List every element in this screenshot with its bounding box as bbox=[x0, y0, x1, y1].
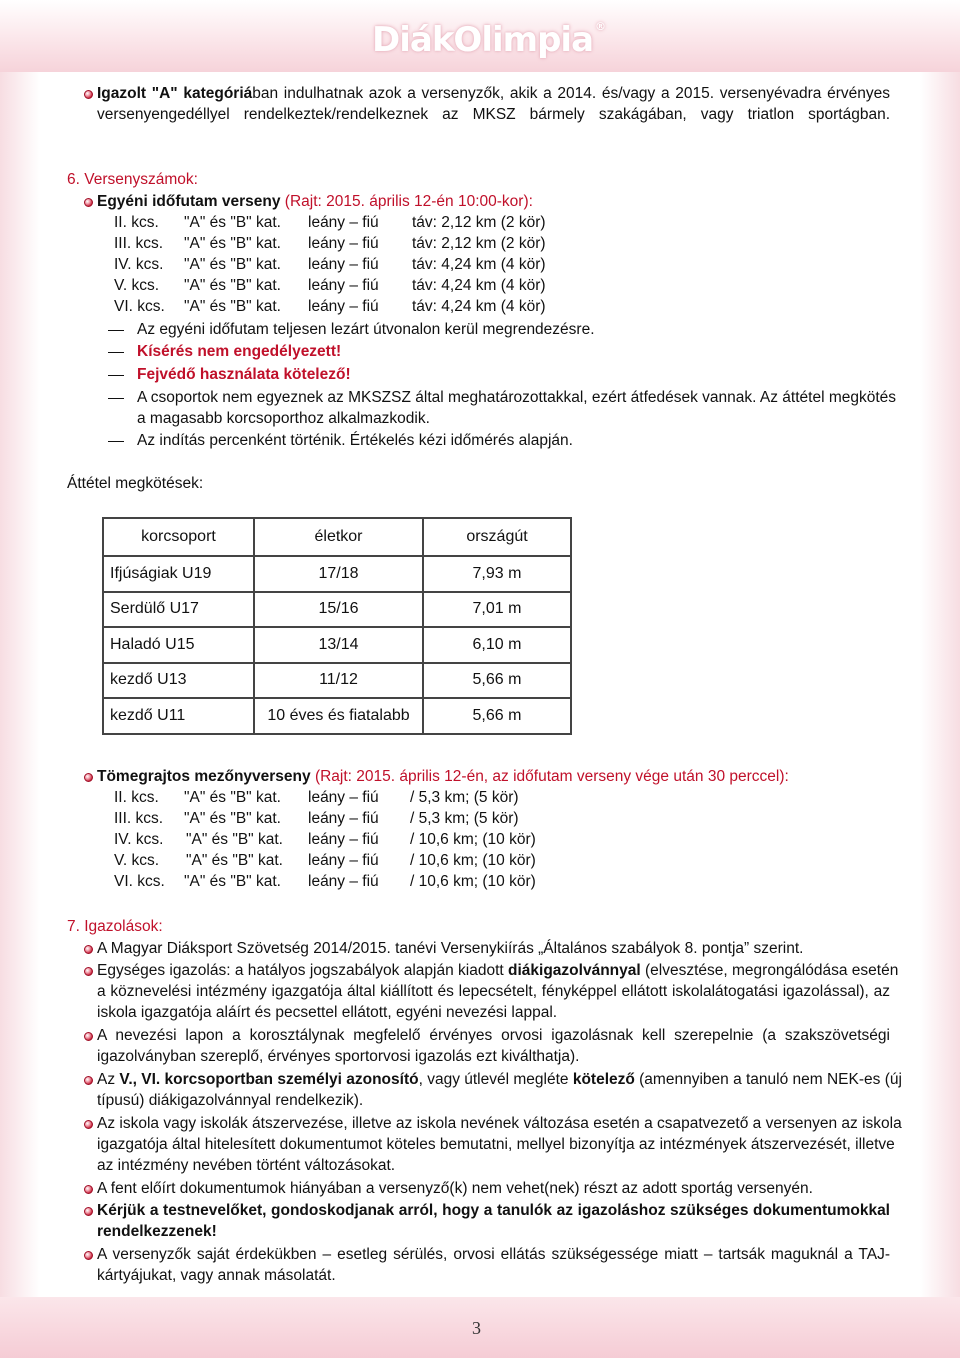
row-category: "A" és "B" kat. bbox=[184, 298, 281, 315]
row-distance: / 10,6 km; (10 kör) bbox=[410, 873, 536, 890]
row-distance: / 5,3 km; (5 kör) bbox=[410, 789, 519, 806]
row-age: V. kcs. bbox=[114, 852, 160, 869]
row-distance: / 5,3 km; (5 kör) bbox=[410, 810, 519, 827]
table-row bbox=[103, 663, 571, 699]
table-cell: 11/12 bbox=[254, 663, 423, 699]
row-gender: leány – fiú bbox=[308, 873, 379, 890]
row-distance: táv: 2,12 km (2 kör) bbox=[412, 235, 546, 252]
bullet-icon bbox=[84, 1207, 93, 1216]
row-age: II. kcs. bbox=[114, 214, 159, 231]
row-category: "A" és "B" kat. bbox=[184, 214, 281, 231]
bullet-icon bbox=[84, 945, 93, 954]
table-cell: 17/18 bbox=[254, 556, 423, 592]
row-category: "A" és "B" kat. bbox=[184, 789, 281, 806]
dash-icon bbox=[108, 375, 124, 376]
table-header: életkor bbox=[254, 518, 423, 556]
gear-label: Áttétel megkötések: bbox=[67, 475, 204, 492]
row-gender: leány – fiú bbox=[308, 789, 379, 806]
row-age: III. kcs. bbox=[114, 235, 164, 252]
note: Fejvédő használata kötelező! bbox=[137, 366, 351, 383]
bullet-icon bbox=[84, 90, 93, 99]
table-cell: kezdő U11 bbox=[103, 698, 254, 734]
table-header-row bbox=[103, 518, 571, 556]
bullet-text: Az V., VI. korcsoportban személyi azonosító, vagy útlevél megléte kötelező (amennyiben a tanuló nem NEK-es (új bbox=[97, 1071, 902, 1088]
left-border bbox=[0, 72, 40, 1297]
bullet-icon bbox=[84, 1120, 93, 1129]
note: Az egyéni időfutam teljesen lezárt útvonalon kerül megrendezésre. bbox=[137, 321, 595, 338]
section-6-heading: 6. Versenyszámok: bbox=[67, 171, 198, 188]
bullet-text: az intézmény nevében történt változásokat. bbox=[97, 1157, 396, 1174]
table-cell: 5,66 m bbox=[423, 698, 571, 734]
table-row bbox=[103, 627, 571, 663]
table-cell: 6,10 m bbox=[423, 627, 571, 663]
bullet-icon bbox=[84, 967, 93, 976]
table-header: országút bbox=[423, 518, 571, 556]
page-header bbox=[0, 0, 960, 72]
table-cell: Ifjúságiak U19 bbox=[103, 556, 254, 592]
row-category: "A" és "B" kat. bbox=[184, 277, 281, 294]
row-age: III. kcs. bbox=[114, 810, 164, 827]
row-age: VI. kcs. bbox=[114, 298, 165, 315]
section-7-heading: 7. Igazolások: bbox=[67, 918, 163, 935]
table-cell: Serdülő U17 bbox=[103, 592, 254, 628]
row-gender: leány – fiú bbox=[308, 831, 379, 848]
bullet-icon bbox=[84, 1251, 93, 1260]
bullet-text: a köznevelési intézmény igazgatója által kiállított és lepecsételt, fényképpel ellátott iskolalátogatási igazolással), az bbox=[97, 983, 890, 1000]
row-distance: táv: 4,24 km (4 kör) bbox=[412, 298, 546, 315]
bullet-text: iskola igazgatója aláírt és pecsettel ellátott, egyéni nevezési lappal. bbox=[97, 1004, 558, 1021]
row-age: IV. kcs. bbox=[114, 256, 164, 273]
row-gender: leány – fiú bbox=[308, 256, 379, 273]
bullet-text: kártyájukat, vagy annak másolatát. bbox=[97, 1267, 336, 1284]
table-cell: 13/14 bbox=[254, 627, 423, 663]
bullet-text: A Magyar Diáksport Szövetség 2014/2015. tanévi Versenykiírás „Általános szabályok 8. pontja” szerint. bbox=[97, 940, 804, 957]
table-cell: 5,66 m bbox=[423, 663, 571, 699]
bullet-text: A nevezési lapon a korosztálynak megfelelő érvényes orvosi igazolásnak kell szerepelnie (a szakszövetségi bbox=[97, 1027, 890, 1044]
table-cell: 7,93 m bbox=[423, 556, 571, 592]
row-distance: / 10,6 km; (10 kör) bbox=[410, 852, 536, 869]
table-cell: 7,01 m bbox=[423, 592, 571, 628]
intro-line-1: Igazolt "A" kategóriában indulhatnak azok a versenyzők, akik a 2014. és/vagy a 2015. versenyévadra érvényes bbox=[97, 85, 890, 102]
page-number: 3 bbox=[472, 1318, 481, 1338]
note: A csoportok nem egyeznek az MKSZSZ által meghatározottakkal, ezért átfedések vannak. Az áttétel megkötés bbox=[137, 389, 897, 406]
row-category: "A" és "B" kat. bbox=[186, 852, 283, 869]
bullet-icon bbox=[84, 773, 93, 782]
intro-line-2: versenyengedéllyel rendelkeztek/rendelkeznek az MKSZ bármely szakágában, vagy triatlon sportágban. bbox=[97, 106, 890, 123]
right-border bbox=[920, 72, 960, 1297]
bullet-text: rendelkezzenek! bbox=[97, 1223, 217, 1240]
dash-icon bbox=[108, 352, 124, 353]
row-category: "A" és "B" kat. bbox=[186, 831, 283, 848]
bullet-text: Egységes igazolás: a hatályos jogszabályok alapján kiadott diákigazolvánnyal (elvesztése, megrongálódása esetén bbox=[97, 962, 899, 979]
bullet-text: A fent előírt dokumentumok hiányában a versenyző(k) nem vehet(nek) részt az adott sportág versenyén. bbox=[97, 1180, 813, 1197]
row-distance: táv: 2,12 km (2 kör) bbox=[412, 214, 546, 231]
row-age: II. kcs. bbox=[114, 789, 159, 806]
row-gender: leány – fiú bbox=[308, 810, 379, 827]
dash-icon bbox=[108, 441, 124, 442]
bullet-icon bbox=[84, 1185, 93, 1194]
row-category: "A" és "B" kat. bbox=[184, 235, 281, 252]
individual-title: Egyéni időfutam verseny (Rajt: 2015. április 12-én 10:00-kor): bbox=[97, 193, 533, 210]
table-row bbox=[103, 556, 571, 592]
row-category: "A" és "B" kat. bbox=[184, 810, 281, 827]
row-distance: / 10,6 km; (10 kör) bbox=[410, 831, 536, 848]
table-cell: 10 éves és fiatalabb bbox=[254, 698, 423, 734]
gear-table bbox=[102, 517, 572, 735]
bullet-icon bbox=[84, 198, 93, 207]
dash-icon bbox=[108, 398, 124, 399]
row-distance: táv: 4,24 km (4 kör) bbox=[412, 277, 546, 294]
row-age: V. kcs. bbox=[114, 277, 160, 294]
diakolimpia-logo: DiákOlimpia ® bbox=[372, 20, 606, 60]
note: a magasabb korcsoporthoz alkalmazkodik. bbox=[137, 410, 430, 427]
row-age: IV. kcs. bbox=[114, 831, 164, 848]
note: Az indítás percenként történik. Értékelés kézi időmérés alapján. bbox=[137, 432, 573, 449]
row-gender: leány – fiú bbox=[308, 277, 379, 294]
bullet-text: igazolványban szereplő, érvényes sportorvosi igazolás ezt kiválthatja). bbox=[97, 1048, 580, 1065]
row-distance: táv: 4,24 km (4 kör) bbox=[412, 256, 546, 273]
bullet-text: típusú) diákigazolvánnyal rendelkezik). bbox=[97, 1092, 364, 1109]
dash-icon bbox=[108, 330, 124, 331]
bullet-text: Az iskola vagy iskolák átszervezése, illetve az iskola nevének változása esetén a csapatvezető a versenyen az iskola bbox=[97, 1115, 902, 1132]
table-cell: Haladó U15 bbox=[103, 627, 254, 663]
row-gender: leány – fiú bbox=[308, 852, 379, 869]
table-header: korcsoport bbox=[103, 518, 254, 556]
bullet-icon bbox=[84, 1076, 93, 1085]
row-gender: leány – fiú bbox=[308, 298, 379, 315]
table-cell: kezdő U13 bbox=[103, 663, 254, 699]
bullet-text: igazgatója által hitelesített dokumentumot köteles bemutatni, mellyel bizonyítja az intézmények átszervezését, illetve bbox=[97, 1136, 895, 1153]
bullet-text: A versenyzők saját érdekükben – esetleg sérülés, orvosi ellátás szükségessége miatt – tartsák maguknál a TAJ- bbox=[97, 1246, 890, 1263]
bullet-text: Kérjük a testnevelőket, gondoskodjanak arról, hogy a tanulók az igazoláshoz szükséges dokumentumokkal bbox=[97, 1202, 890, 1219]
row-gender: leány – fiú bbox=[308, 235, 379, 252]
table-cell: 15/16 bbox=[254, 592, 423, 628]
table-row bbox=[103, 592, 571, 628]
row-age: VI. kcs. bbox=[114, 873, 165, 890]
row-category: "A" és "B" kat. bbox=[184, 256, 281, 273]
row-category: "A" és "B" kat. bbox=[184, 873, 281, 890]
note: Kísérés nem engedélyezett! bbox=[137, 343, 342, 360]
row-gender: leány – fiú bbox=[308, 214, 379, 231]
mass-title: Tömegrajtos mezőnyverseny (Rajt: 2015. április 12-én, az időfutam verseny vége után 30 perccel): bbox=[97, 768, 789, 785]
bullet-icon bbox=[84, 1032, 93, 1041]
table-row bbox=[103, 698, 571, 734]
